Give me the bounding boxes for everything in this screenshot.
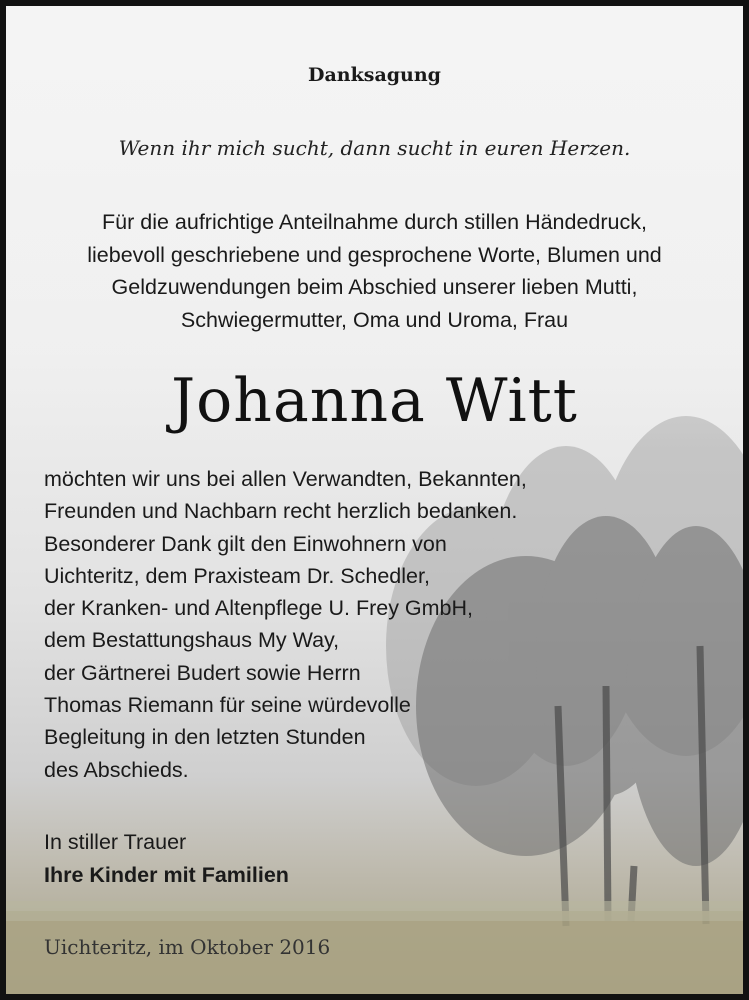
body-line: dem Bestattungshaus My Way, bbox=[44, 628, 340, 653]
body-line: Besonderer Dank gilt den Einwohnern von bbox=[44, 531, 447, 556]
memorial-quote: Wenn ihr mich sucht, dann sucht in euren Herzen. bbox=[118, 136, 631, 160]
notice-title: Danksagung bbox=[308, 64, 441, 86]
body-line: des Abschieds. bbox=[44, 757, 189, 782]
thanks-paragraph bbox=[44, 463, 527, 786]
place-date: Uichteritz, im Oktober 2016 bbox=[44, 935, 331, 959]
intro-line: Geldzuwendungen beim Abschied unserer lieben Mutti, bbox=[111, 275, 638, 299]
body-line: Thomas Riemann für seine würdevolle bbox=[44, 693, 411, 718]
signature-line: In stiller Trauer bbox=[44, 830, 187, 854]
signature-name: Ihre Kinder mit Familien bbox=[44, 863, 289, 887]
body-line: möchten wir uns bei allen Verwandten, Bekannten, bbox=[44, 467, 527, 491]
body-line: der Gärtnerei Budert sowie Herrn bbox=[44, 660, 361, 685]
intro-line: Schwiegermutter, Oma und Uroma, Frau bbox=[180, 307, 569, 332]
deceased-name: Johanna Witt bbox=[171, 366, 578, 436]
intro-line: Für die aufrichtige Anteilnahme durch stillen Händedruck, bbox=[102, 210, 647, 234]
body-line: Uichteritz, dem Praxisteam Dr. Schedler, bbox=[44, 563, 430, 588]
body-line: der Kranken- und Altenpflege U. Frey GmbH, bbox=[44, 596, 474, 621]
intro-line: liebevoll geschriebene und gesprochene Worte, Blumen und bbox=[87, 242, 662, 267]
intro-paragraph bbox=[6, 206, 743, 336]
body-line: Freunden und Nachbarn recht herzlich bedanken. bbox=[44, 499, 518, 524]
body-line: Begleitung in den letzten Stunden bbox=[44, 725, 366, 750]
